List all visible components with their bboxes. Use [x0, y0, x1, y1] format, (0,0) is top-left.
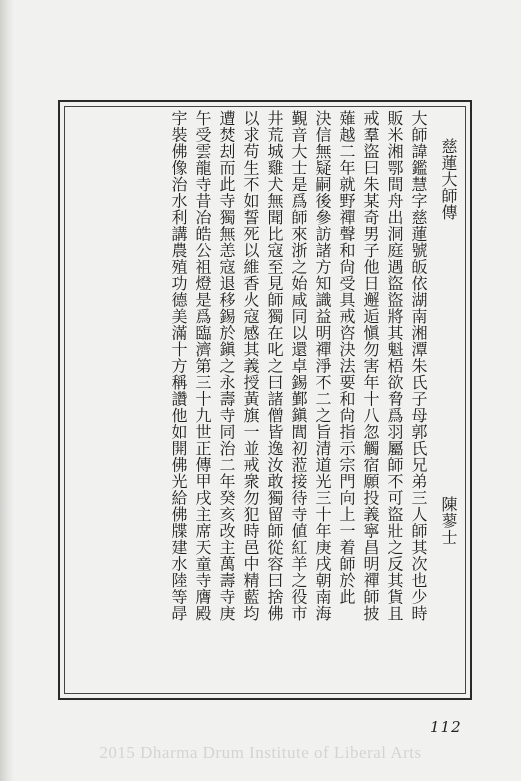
document-author: 陳蓼士	[439, 496, 458, 546]
vertical-text-block	[68, 110, 460, 690]
text-column: 井荒城雞犬無聞比寇至見師獨在叱之曰諸僧皆逸汝敢獨留師從容曰捨佛	[265, 110, 284, 622]
text-column: 販米湘鄂間舟出洞庭遇盜盜將其魁梧欲脅爲羽屬師不可盜壯之反其貨且	[385, 110, 404, 622]
title-column	[436, 110, 460, 690]
text-column: 大師諱鑑慧字慈蓮號皈依湖南湘潭朱氏子母郭氏兄弟三人師其次也少時	[409, 110, 428, 622]
text-column: 覲音大士是爲師來浙之始咸同以還卓錫鄞鎭閭初蒞接待寺値紅羊之役市	[289, 110, 308, 622]
text-column: 薙越二年就野禪聲和尙受具戒咨決法要和尙指示宗門向上一着師於此	[337, 110, 356, 605]
bleed-through-text	[469, 100, 521, 620]
page-number: 112	[430, 718, 462, 736]
text-column: 宇裝佛像治水利講農殖功德美滿十方稱讚他如開佛光給佛牒建水陸等冔	[169, 110, 188, 622]
text-column: 戒羣盜曰朱某奇男子他日邂逅愼勿害年十八忽觸宿願投義寧昌明禪師披	[361, 110, 380, 622]
text-column: 以求苟生不如誓死以維香火寇感其義授黃旗一並戒衆勿犯時邑中精藍均	[241, 110, 260, 622]
page-edge	[0, 0, 14, 781]
text-column: 午受雲龍寺昔冶皓公祖燈是爲臨濟第三十九世正傳甲戌主席天童寺膺殿	[193, 110, 212, 622]
watermark: 2015 Dharma Drum Institute of Liberal Arts	[99, 743, 422, 762]
text-column: 遭焚刦而此寺獨無恙寇退移錫於鎭之永壽寺同治二年癸亥改主萬壽寺庚	[217, 110, 236, 622]
text-column: 決信無疑嗣後參訪諸方知識益明禪淨不二之旨清道光三十年庚戌朝南海	[313, 110, 332, 622]
document-title: 慈蓮大師傳	[439, 138, 458, 221]
